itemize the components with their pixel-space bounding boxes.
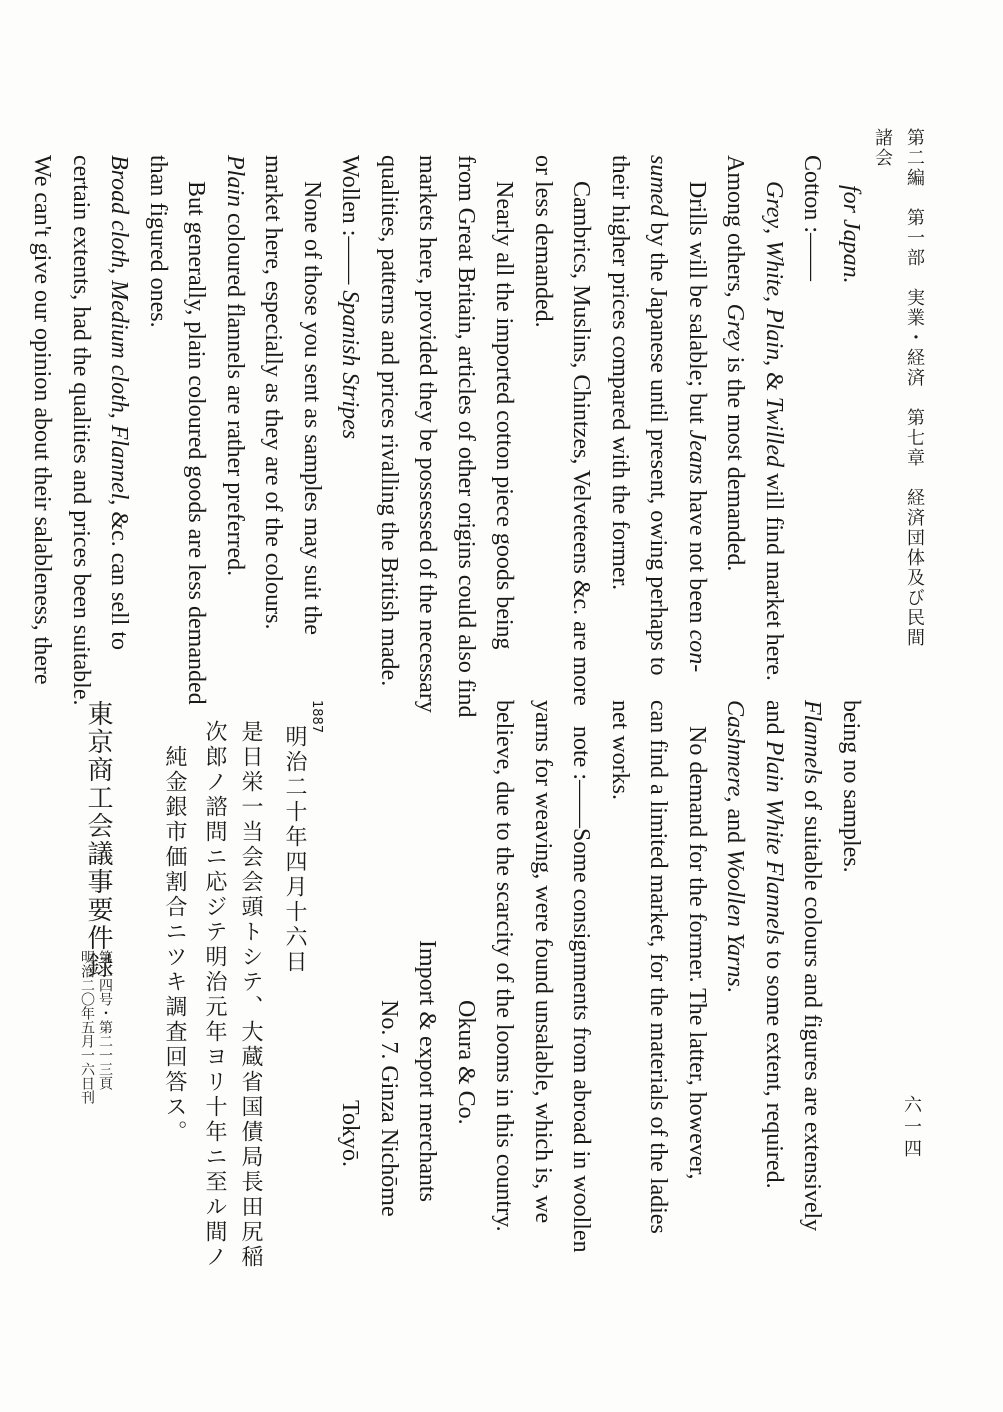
text-line: Broad cloth, Medium cloth, Flannel, &c. can sell to bbox=[106, 155, 133, 651]
text-line: Cashmere, and Woollen Yarns. bbox=[722, 700, 749, 993]
text-line: markets here, provided they be possessed of the necessary bbox=[414, 155, 441, 713]
text-line: No demand for the former. The latter, however, bbox=[684, 726, 710, 1180]
text-line: market here, especially as they are of the colours. bbox=[260, 155, 287, 630]
text-line: certain extents, had the qualities and prices been suitable. bbox=[68, 155, 94, 706]
text-line: Grey, White, Plain, & Twilled will find market here. bbox=[761, 181, 787, 681]
text-line: Plain coloured flannels are rather preferred. bbox=[222, 155, 248, 577]
text-line: Among others, Grey is the most demanded. bbox=[722, 155, 749, 572]
text-line: being no samples. bbox=[838, 700, 864, 873]
page-number: 六一四 bbox=[901, 1095, 922, 1161]
text-line: Okura & Co. bbox=[453, 1000, 479, 1125]
source-title: 東京商工会議事要件録 bbox=[83, 700, 113, 980]
entry-line-3: 純金銀市価割合ニツキ調査回答ス。 bbox=[162, 745, 187, 1145]
text-line: yarns for weaving, were found unsalable, which is, we bbox=[530, 700, 556, 1224]
entry-date: 明治二十年四月十六日 bbox=[282, 725, 307, 975]
entry-line-1: 是日栄一当会会頭トシテ、大蔵省国債局長田尻稲 bbox=[238, 720, 263, 1270]
text-line: or less demanded. bbox=[530, 155, 556, 328]
text-line: for Japan. bbox=[838, 185, 864, 284]
text-line: But generally, plain coloured goods are less demanded bbox=[183, 181, 210, 705]
text-line: net works. bbox=[607, 700, 633, 800]
text-line: Drills will be salable; but Jeans have not been con- bbox=[684, 181, 710, 673]
text-line: believe, due to the scarcity of the looms in this country. bbox=[491, 700, 518, 1232]
source-note-1: 第二四号・第二一三頁 bbox=[97, 950, 113, 1090]
text-line: Wollen :—— Spanish Stripes bbox=[337, 155, 364, 440]
running-head: 第二編 第一部 実業・経済 第七章 経済団体及び民間諸会 bbox=[872, 128, 925, 648]
entry-line-2: 次郎ノ諮問ニ応ジテ明治元年ヨリ十年ニ至ル間ノ bbox=[202, 720, 227, 1270]
text-line: their higher prices compared with the former. bbox=[607, 155, 633, 591]
text-line: and Plain White Flannels to some extent, required. bbox=[761, 700, 787, 1189]
text-line: note :——Some consignments from abroad in woollen bbox=[568, 726, 595, 1253]
text-line: sumed by the Japanese until present, owing perhaps to bbox=[645, 155, 672, 676]
text-line: Cotton :—— bbox=[799, 155, 826, 282]
text-line: than figured ones. bbox=[145, 155, 171, 328]
text-line: We can't give our opinion about their salableness, there bbox=[29, 155, 56, 685]
text-line: Nearly all the imported cotton piece goods being bbox=[491, 181, 518, 650]
text-line: Flannels of suitable colours and figures are extensively bbox=[799, 700, 826, 1232]
text-line: Tokyō. bbox=[337, 1100, 364, 1167]
text-line: Cambrics, Muslins, Chintzes, Velveteens &c. are more bbox=[568, 181, 595, 706]
text-line: No. 7. Ginza Nichōme bbox=[376, 1000, 402, 1217]
text-line: qualities, patterns and prices rivalling the British made. bbox=[376, 155, 402, 687]
text-line: Import & export merchants bbox=[414, 940, 441, 1202]
text-line: None of those you sent as samples may suit the bbox=[299, 181, 325, 635]
text-line: from Great Britain, articles of other origins could also find bbox=[453, 155, 479, 718]
source-note-2: 明治二〇年五月一六日刊 bbox=[79, 950, 95, 1104]
text-line: can find a limited market, for the materials of the ladies bbox=[645, 700, 672, 1234]
year-label: 1887 bbox=[309, 700, 324, 734]
